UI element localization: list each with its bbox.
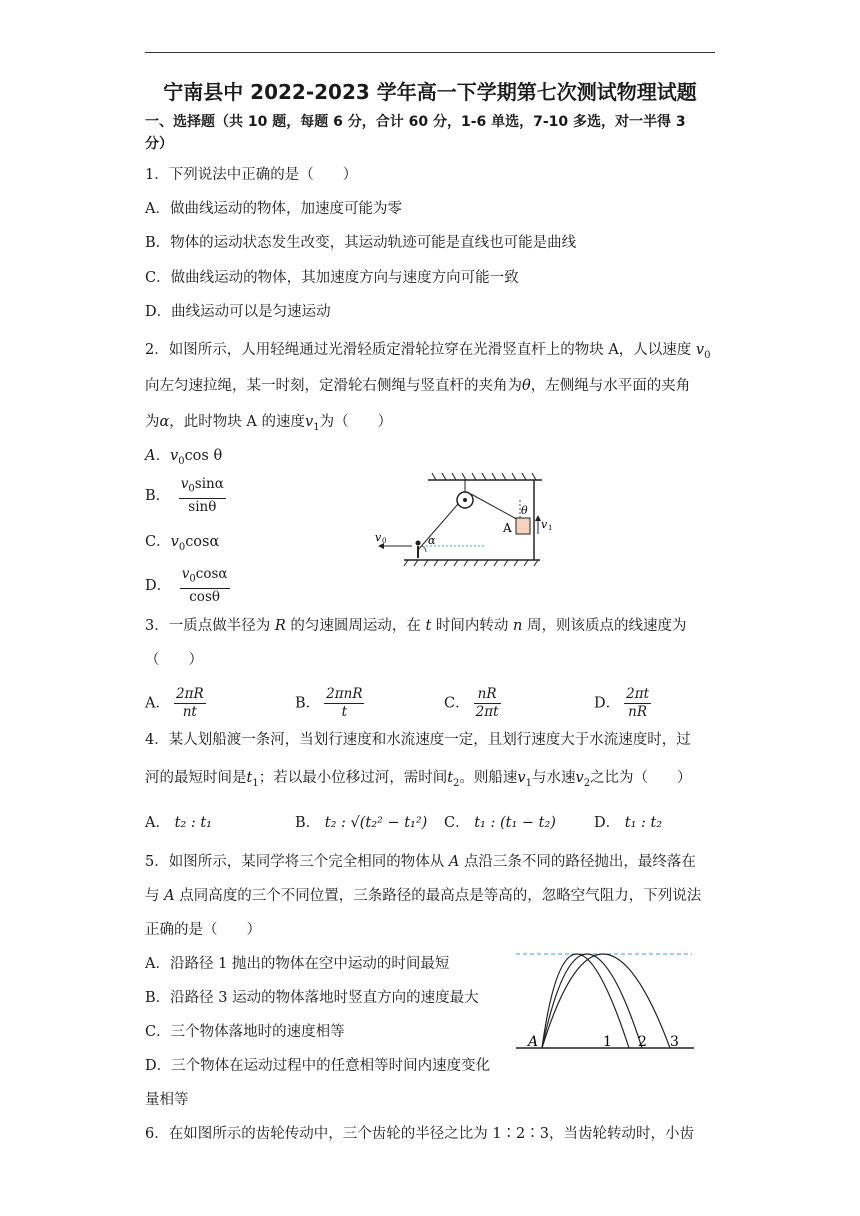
q5-trajectory-figure <box>512 944 697 1054</box>
q3-option-a: A． $\frac{2\pi R}{nt}$ <box>145 686 204 720</box>
q3-stem: 3．一质点做半径为 R 的匀速圆周运动，在 t 时间内转动 n 周，则该质点的线速度为 <box>145 618 687 634</box>
q5-option-b: B．沿路径 3 运动的物体落地时竖直方向的速度最大 <box>145 990 479 1006</box>
fig-label-path-2: 2 <box>638 1034 647 1050</box>
q2-stem-line3: 为α，此时物块 A 的速度$v_1$为（ ） <box>145 414 393 433</box>
header-rule <box>145 52 715 53</box>
q2-option-b: B． $\frac{v_0\sin\alpha}{\sin\theta}$ <box>145 476 224 515</box>
q1-stem: 1．下列说法中正确的是（ ） <box>145 167 358 183</box>
q3-option-c: C． $\frac{nR}{2\pi t}$ <box>444 686 499 720</box>
q3-options <box>145 680 715 720</box>
q6-stem-line1: 6．在如图所示的齿轮传动中，三个齿轮的半径之比为 1∶2∶3，当齿轮转动时，小齿 <box>145 1126 695 1142</box>
q2-stem-line2: 向左匀速拉绳，某一时刻，定滑轮右侧绳与竖直杆的夹角为θ，左侧绳与水平面的夹角 <box>145 378 691 394</box>
fig-label-alpha: α <box>428 534 436 547</box>
q3-option-b: B． $\frac{\text{2πnR}}{t}$ <box>295 686 363 720</box>
q5-stem-line2: 与 A 点同高度的三个不同位置，三条路径的最高点是等高的，忽略空气阻力，下列说法 <box>145 888 702 904</box>
q2-option-d: D． $\frac{v_0\cos\alpha}{\cos\theta}$ <box>145 566 228 605</box>
q1-option-a: A．做曲线运动的物体，加速度可能为零 <box>145 201 402 217</box>
q1-option-b: B．物体的运动状态发生改变，其运动轨迹可能是直线也可能是曲线 <box>145 235 577 251</box>
section-heading: 一、选择题（共 10 题，每题 6 分，合计 60 分，1-6 单选，7-10 多选，对一半得 3 分） <box>145 114 686 152</box>
q4-option-c: C． t₁ : (t₁ − t₂) <box>444 815 556 831</box>
fig-label-v0: v <box>375 531 382 544</box>
q2-stem-line1: 2．如图所示，人用轻绳通过光滑轻质定滑轮拉穿在光滑竖直杆上的物块 A，人以速度 $v_0$ <box>145 342 711 361</box>
q1-option-d: D．曲线运动可以是匀速运动 <box>145 304 331 320</box>
q4-options <box>145 811 715 835</box>
q1-option-c: C．做曲线运动的物体，其加速度方向与速度方向可能一致 <box>145 270 519 286</box>
block-a <box>516 518 530 534</box>
q4-option-b: B． t₂ : √(t₂² − t₁²) <box>295 815 428 831</box>
q2-option-a: A．$v_0\cos$ θ <box>145 448 223 467</box>
fig-label-theta: θ <box>521 504 528 517</box>
q5-option-d: D．三个物体在运动过程中的任意相等时间内速度变化 <box>145 1058 491 1074</box>
q5-option-d-cont: 量相等 <box>145 1092 189 1108</box>
fig-label-a: A <box>528 1034 539 1050</box>
fig-label-path-3: 3 <box>670 1034 679 1050</box>
q4-option-a: A． t₂ : t₁ <box>145 815 212 831</box>
fig-label-v1: v <box>541 518 548 531</box>
fig-label-v1-sub: 1 <box>548 524 553 532</box>
q2-pulley-figure <box>370 470 570 570</box>
q3-option-d: D． $\frac{2\pi t}{nR}$ <box>594 686 650 720</box>
q5-stem-line3: 正确的是（ ） <box>145 922 261 938</box>
fig-label-path-1: 1 <box>603 1034 612 1050</box>
q2-option-c: C．$v_0\cos\alpha$ <box>145 534 220 553</box>
q4-stem-line1: 4．某人划船渡一条河，当划行速度和水流速度一定，且划行速度大于水流速度时，过 <box>145 732 691 748</box>
page-title: 宁南县中 2022-2023 学年高一下学期第七次测试物理试题 <box>163 80 697 104</box>
q5-stem-line1: 5．如图所示，某同学将三个完全相同的物体从 A 点沿三条不同的路径抛出，最终落在 <box>145 854 696 870</box>
q5-option-c: C．三个物体落地时的速度相等 <box>145 1024 345 1040</box>
fig-label-a: A <box>503 521 512 535</box>
q2-option-b-fraction: $\frac{v_0\sin\alpha}{\sin\theta}$ <box>180 476 224 515</box>
q2-option-d-fraction: $\frac{v_0\cos\alpha}{\cos\theta}$ <box>181 566 228 605</box>
q5-option-a: A．沿路径 1 抛出的物体在空中运动的时间最短 <box>145 956 450 972</box>
q4-stem-line2: 河的最短时间是$t_1$；若以最小位移过河，需时间$t_2$。则船速$v_1$与水速$v_2$之比为（ ） <box>145 770 692 789</box>
q4-option-d: D． t₁ : t₂ <box>594 815 663 831</box>
fig-label-v0-sub: 0 <box>382 537 387 545</box>
q3-paren: （ ） <box>145 652 203 668</box>
